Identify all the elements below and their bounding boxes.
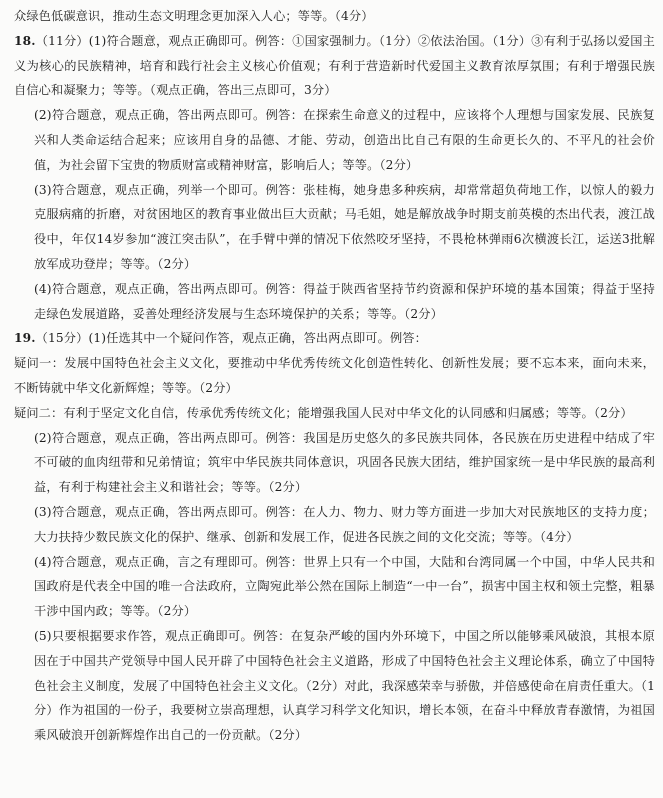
question-18 [14,29,655,327]
q18-number: 18. [14,33,36,48]
q18-part4: (4)符合题意，观点正确，答出两点即可。例答：得益于陕西省坚持节约资源和保护环境的基本国策；得益于坚持走绿色发展道路，妥善处理经济发展与生态环境保护的关系；等等。（2分） [34,281,655,321]
q19-part5: (5)只要根据要求作答，观点正确即可。例答：在复杂严峻的国内外环境下，中国之所以能够乘风破浪，其根本原因在于中国共产党领导中国人民开辟了中国特色社会主义道路，形成了中国特色社会主义理论体系，确立了中国特色社会主义制度，发展了中国特色社会主义文化。（2分）对此，我深感荣幸与骄傲，并倍感使命在肩责任重大。（1分）作为祖国的一份子，我要树立崇高理想，认真学习科学文化知识，增长本领，在奋斗中释放青春激情，为祖国乘风破浪开创新辉煌作出自己的一份贡献。（2分） [34,628,655,743]
q18-intro: （11分）(1)符合题意，观点正确即可。例答：①国家强制力。（1分）②依法治国。（1分）③有利于弘扬以爱国主义为核心的民族精神，培育和践行社会主义核心价值观；有利于营造新时代爱国主义教育浓厚氛围；有利于增强民族自信心和凝聚力；等等。（观点正确，答出三点即可，3分） [14,33,655,98]
q19-number: 19. [14,331,36,346]
question-19 [14,326,655,748]
q19-doubt2: 疑问二：有利于坚定文化自信，传承优秀传统文化；能增强我国人民对中华文化的认同感和归属感；等等。（2分） [14,405,633,420]
q19-intro: （15分）(1)任选其中一个疑问作答，观点正确，答出两点即可。例答： [35,331,427,346]
q19-part4: (4)符合题意，观点正确，言之有理即可。例答：世界上只有一个中国，大陆和台湾同属一个中国，中华人民共和国政府是代表全中国的唯一合法政府，立陶宛此举公然在国际上制造“一中一台”，损害中国主权和领土完整，粗暴干涉中国内政；等等。（2分） [34,554,655,619]
q19-part2: (2)符合题意，观点正确，答出两点即可。例答：我国是历史悠久的多民族共同体，各民族在历史进程中结成了牢不可破的血肉纽带和兄弟情谊；筑牢中华民族共同体意识，巩固各民族大团结，维护国家统一是中华民族的最高利益，有利于构建社会主义和谐社会；等等。（2分） [34,430,655,495]
q19-doubt1: 疑问一：发展中国特色社会主义文化，要推动中华优秀传统文化创造性转化、创新性发展；要不忘本来，面向未来，不断铸就中华文化新辉煌；等等。（2分） [14,356,655,395]
q18-part1 [14,29,655,103]
q18-part3: (3)符合题意，观点正确，列举一个即可。例答：张桂梅，她身患多种疾病，却常常超负荷地工作，以惊人的毅力克服病痛的折磨，对贫困地区的教育事业做出巨大贡献；马毛姐，她是解放战争时期支前英模的杰出代表，渡江战役中，年仅14岁参加“渡江突击队”，在手臂中弹的情况下依然咬牙坚持，不畏枪林弹雨6次横渡长江，运送3批解放军成功登岸；等等。（2分） [34,182,655,271]
continuation-text: 众绿色低碳意识，推动生态文明理念更加深入人心；等等。（4分） [14,9,374,23]
q19-part3: (3)符合题意，观点正确，答出两点即可。例答：在人力、物力、财力等方面进一步加大对民族地区的支持力度；大力扶持少数民族文化的保护、继承、创新和发展工作，促进各民族之间的文化交流；等等。（4分） [34,504,655,544]
q18-part2: (2)符合题意，观点正确，答出两点即可。例答：在探索生命意义的过程中，应该将个人理想与国家发展、民族复兴和人类命运结合起来；应该用自身的品德、才能、劳动，创造出比自己有限的生命更长久的、不平凡的社会价值，为社会留下宝贵的物质财富或精神财富，影响后人；等等。（2分） [34,108,655,172]
q19-part1 [14,326,655,351]
